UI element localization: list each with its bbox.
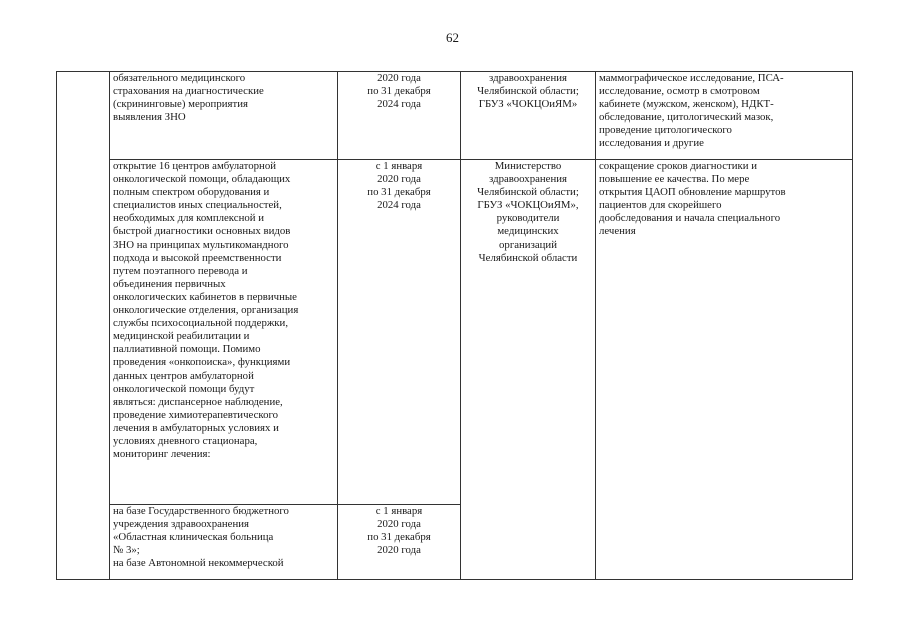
dates-cell: с 1 января 2020 года по 31 декабря 2024 года — [338, 160, 461, 505]
row-number-cell — [57, 160, 110, 505]
responsible-cell — [461, 505, 596, 580]
dates-cell: 2020 года по 31 декабря 2024 года — [338, 72, 461, 160]
table-row — [57, 505, 853, 580]
measures-table — [56, 71, 853, 580]
task-cell: обязательного медицинского страхования на диагностические (скрининговые) мероприятия выявления ЗНО — [110, 72, 338, 160]
table-row — [57, 160, 853, 505]
task-cell: на базе Государственного бюджетного учреждения здравоохранения «Областная клиническая больница № 3»; на базе Автономной некоммерческой — [110, 505, 338, 580]
result-cell: сокращение сроков диагностики и повышение ее качества. По мере открытия ЦАОП обновление маршрутов пациентов для скорейшего дообследования и начала специального лечения — [596, 160, 853, 505]
row-number-cell — [57, 505, 110, 580]
responsible-cell: Министерство здравоохранения Челябинской области; ГБУЗ «ЧОКЦОиЯМ», руководители медицинских организаций Челябинской области — [461, 160, 596, 505]
dates-cell: с 1 января 2020 года по 31 декабря 2020 года — [338, 505, 461, 580]
result-cell: маммографическое исследование, ПСА- исследование, осмотр в смотровом кабинете (мужском, женском), НДКТ- обследование, цитологический мазок, проведение цитологического исследования и другие — [596, 72, 853, 160]
table-row — [57, 72, 853, 160]
row-number-cell — [57, 72, 110, 160]
page-number: 62 — [446, 30, 459, 45]
task-cell: открытие 16 центров амбулаторной онкологической помощи, обладающих полным спектром оборудования и специалистов иных специальностей, необходимых для комплексной и быстрой диагностики основных видов ЗНО на принципах мультикомандного подхода и высокой преемственности путем поэтапного перевода и объединения первичных онкологических кабинетов в первичные онкологические отделения, организация службы психосоциальной поддержки, медицинской реабилитации и паллиативной помощи. Помимо проведения «онкопоиска», функциями данных центров амбулаторной онкологической помощи будут являться: диспансерное наблюдение, проведение химиотерапевтического лечения в амбулаторных условиях и условиях дневного стационара, мониторинг лечения: — [110, 160, 338, 505]
responsible-cell: здравоохранения Челябинской области; ГБУЗ «ЧОКЦОиЯМ» — [461, 72, 596, 160]
result-cell — [596, 505, 853, 580]
